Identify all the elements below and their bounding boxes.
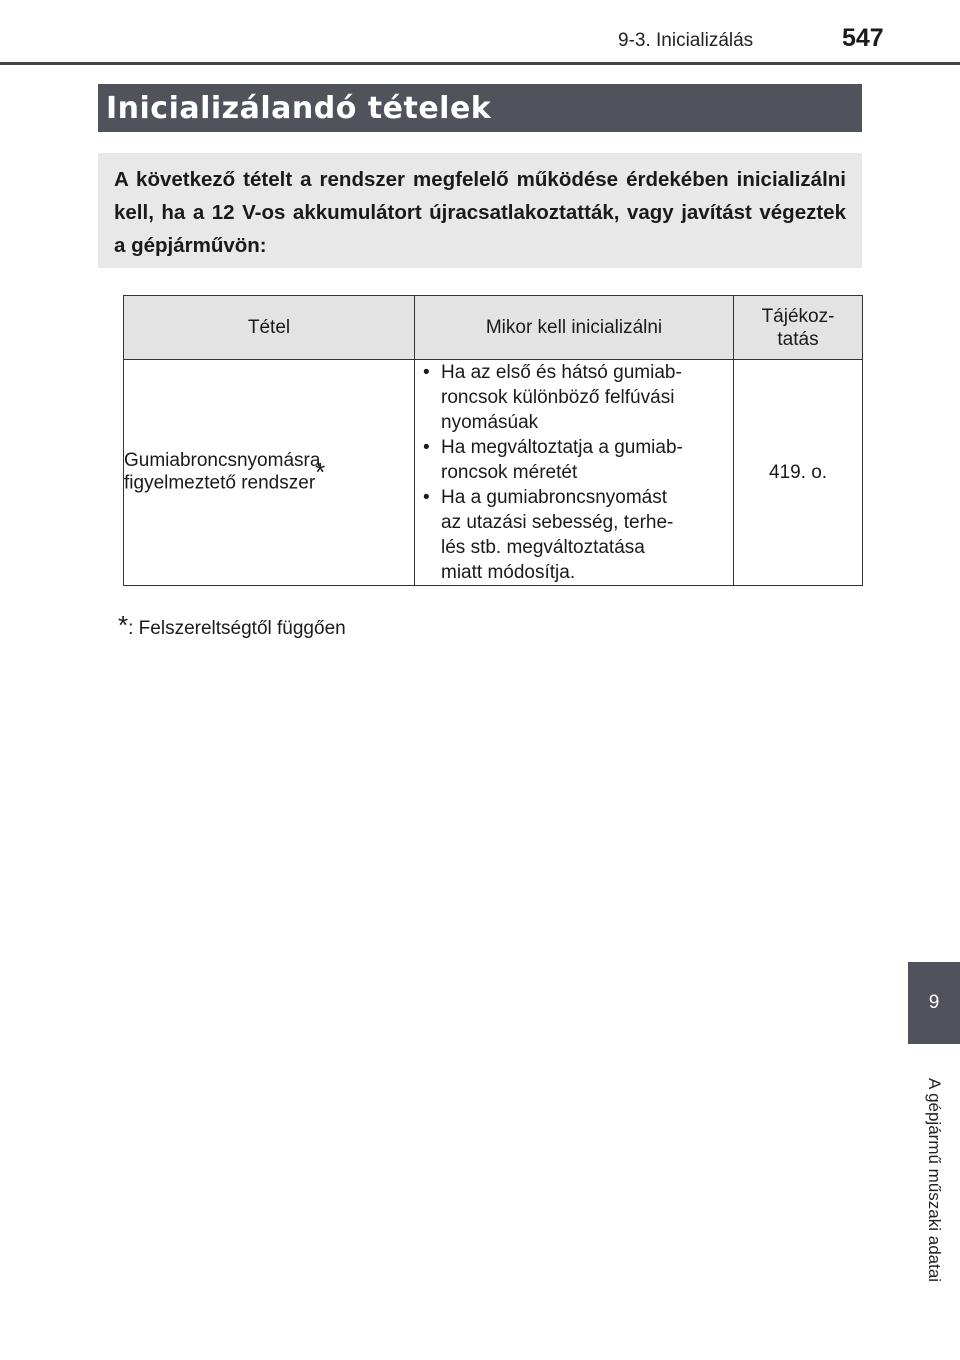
chapter-tab[interactable] — [908, 962, 960, 1044]
when-0-line0: Ha az első és hátsó gumiab- — [441, 362, 682, 383]
footnote — [118, 610, 346, 641]
item-line1: Gumiabroncsnyomásra — [124, 450, 321, 472]
header-info-line2: tatás — [777, 328, 819, 350]
footnote-text: : Felszereltségtől függően — [128, 618, 346, 639]
header-when: Mikor kell inicializálni — [415, 296, 734, 360]
header-divider — [0, 62, 960, 65]
when-1-line0: Ha megváltoztatja a gumiab- — [441, 437, 683, 458]
item-line2-text: figyelmeztető rendszer — [124, 472, 316, 494]
list-item — [415, 360, 733, 435]
intro-paragraph: A következő tételt a rendszer megfelelő működése érdekében inicializálni kell, ha a 12 V-os akkumulátort újracsatlakoztatták, vagy javítást végeztek a gépjárművön: — [98, 153, 862, 268]
when-0-line2: nyomásúak — [441, 412, 539, 433]
header-info — [734, 296, 863, 360]
when-2-line2: lés stb. megváltoztatása — [441, 537, 645, 558]
bullet-icon: • — [423, 437, 430, 458]
list-item — [415, 485, 733, 585]
footnote-marker: * — [315, 457, 326, 488]
bullet-icon: • — [423, 362, 430, 383]
table-header-row — [124, 296, 863, 360]
chapter-number: 9 — [928, 992, 940, 1013]
when-list — [415, 360, 733, 585]
when-0-line1: roncsok különböző felfúvási — [441, 387, 675, 408]
page-number: 547 — [842, 24, 884, 52]
cell-info: 419. o. — [734, 360, 863, 586]
chapter-label: A gépjármű műszaki adatai — [925, 1077, 944, 1283]
cell-item — [124, 360, 415, 586]
initialization-table — [123, 295, 863, 586]
footnote-star: * — [118, 610, 129, 640]
bullet-icon: • — [423, 487, 430, 508]
header-info-line1: Tájékoz- — [761, 305, 835, 327]
section-title: Inicializálandó tételek — [98, 84, 862, 132]
when-2-line3: miatt módosítja. — [441, 562, 576, 583]
when-2-line1: az utazási sebesség, terhe- — [441, 512, 674, 533]
cell-when — [415, 360, 734, 586]
header-section-title: 9-3. Inicializálás — [618, 30, 754, 51]
when-2-line0: Ha a gumiabroncsnyomást — [441, 487, 667, 508]
table-row — [124, 360, 863, 586]
header-item: Tétel — [124, 296, 415, 360]
when-1-line1: roncsok méretét — [441, 462, 578, 483]
list-item — [415, 435, 733, 485]
